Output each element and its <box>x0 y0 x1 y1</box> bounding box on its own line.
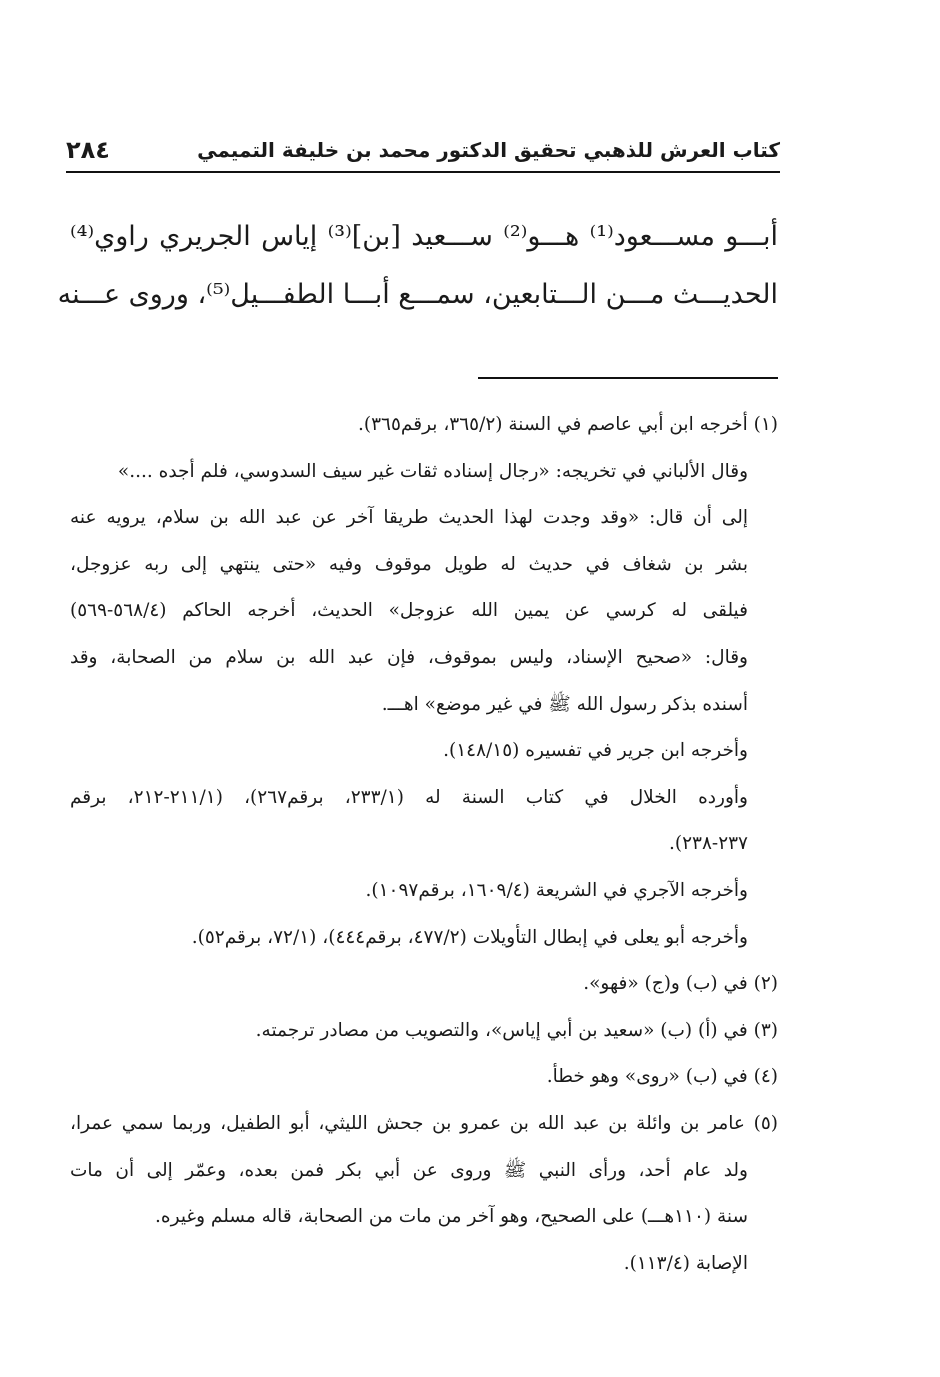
footnote-line: (٢) في (ب) و(ج) «فهو». <box>583 973 778 995</box>
header-divider <box>66 171 780 173</box>
footnote-line: (٥) عامر بن وائلة بن عبد الله بن عمرو بن جحش الليثي، أبو الطفيل، وربما سمي عمرا، <box>70 1112 778 1134</box>
footnote-4 <box>70 1054 778 1101</box>
main-text-line: أبـــو مســـعود⁽¹⁾ هـــو⁽²⁾ ســـعيد [بن]⁽³⁾ إياس الجريري راوي⁽⁴⁾ <box>70 221 779 252</box>
footnote-line: وأورده الخلال في كتاب السنة له (٢٣٣/١، برقم٢٦٧)، (٢١١/١-٢١٢، برقم <box>70 786 748 808</box>
footnote-line: وأخرجه ابن جرير في تفسيره (١٤٨/١٥). <box>443 740 748 762</box>
footnote-line: سنة (١١٠هـــ) على الصحيح، وهو آخر من مات من الصحابة، قاله مسلم وغيره. <box>155 1206 748 1228</box>
footnote-3 <box>70 1008 778 1055</box>
footnote-line: وقال: «صحيح الإسناد، وليس بموقوف، فإن عبد الله بن سلام من الصحابة، وقد <box>70 646 748 668</box>
page-number: ٢٨٤ <box>66 136 110 164</box>
footnote-line: وأخرجه الآجري في الشريعة (١٦٠٩/٤، برقم١٠٩٧). <box>365 879 748 901</box>
footnote-line: الإصابة (١١٣/٤). <box>623 1252 748 1274</box>
main-text-line: الحديـــث مـــن الـــتابعين، سمـــع أبـــا الطفـــيل⁽⁵⁾، وروى عـــنه <box>57 279 778 310</box>
main-text <box>57 208 779 324</box>
footnote-line: (٣) في (أ) (ب) «سعيد بن أبي إياس»، والتصويب من مصادر ترجمته. <box>255 1019 778 1041</box>
footnote-line: (١) أخرجه ابن أبي عاصم في السنة (٣٦٥/٢، برقم٣٦٥). <box>358 414 778 435</box>
footnote-1 <box>70 402 778 961</box>
footnote-line: أسنده بذكر رسول الله ﷺ في غير موضع» اهـــ. <box>381 693 748 715</box>
footnote-5 <box>70 1101 778 1287</box>
footnote-line: فيلقى له كرسي عن يمين الله عزوجل» الحديث، أخرجه الحاكم (٥٦٨/٤-٥٦٩) <box>70 600 748 622</box>
footnote-line: بشر بن شغاف في حديث له طويل موقوف وفيه «حتى ينتهي إلى ربه عزوجل، <box>70 553 748 575</box>
footnote-line: ٢٣٧-٢٣٨). <box>669 833 748 855</box>
footnote-line: وأخرجه أبو يعلى في إبطال التأويلات (٤٧٧/٢، برقم٤٤٤)، (٧٢/١، برقم٥٢). <box>191 926 748 948</box>
footnote-2 <box>70 961 778 1008</box>
footnote-line: إلى أن قال: «وقد وجدت لهذا الحديث طريقا آخر عن عبد الله بن سلام، يرويه عنه <box>70 507 748 529</box>
footnote-line: وقال الألباني في تخريجه: «رجال إسناده ثقات غير سيف السدوسي، فلم أجده ....» <box>117 460 748 482</box>
footnote-divider <box>478 377 778 379</box>
footnotes <box>70 402 778 1287</box>
running-header <box>66 128 780 172</box>
footnote-line: ولد عام أحد، ورأى النبي ﷺ وروى عن أبي بكر فمن بعده، وعمّر إلى أن مات <box>70 1159 748 1181</box>
footnote-line: (٤) في (ب) «روى» وهو خطأ. <box>546 1066 778 1088</box>
book-title: كتاب العرش للذهبي تحقيق الدكتور محمد بن خليفة التميمي <box>197 138 780 162</box>
